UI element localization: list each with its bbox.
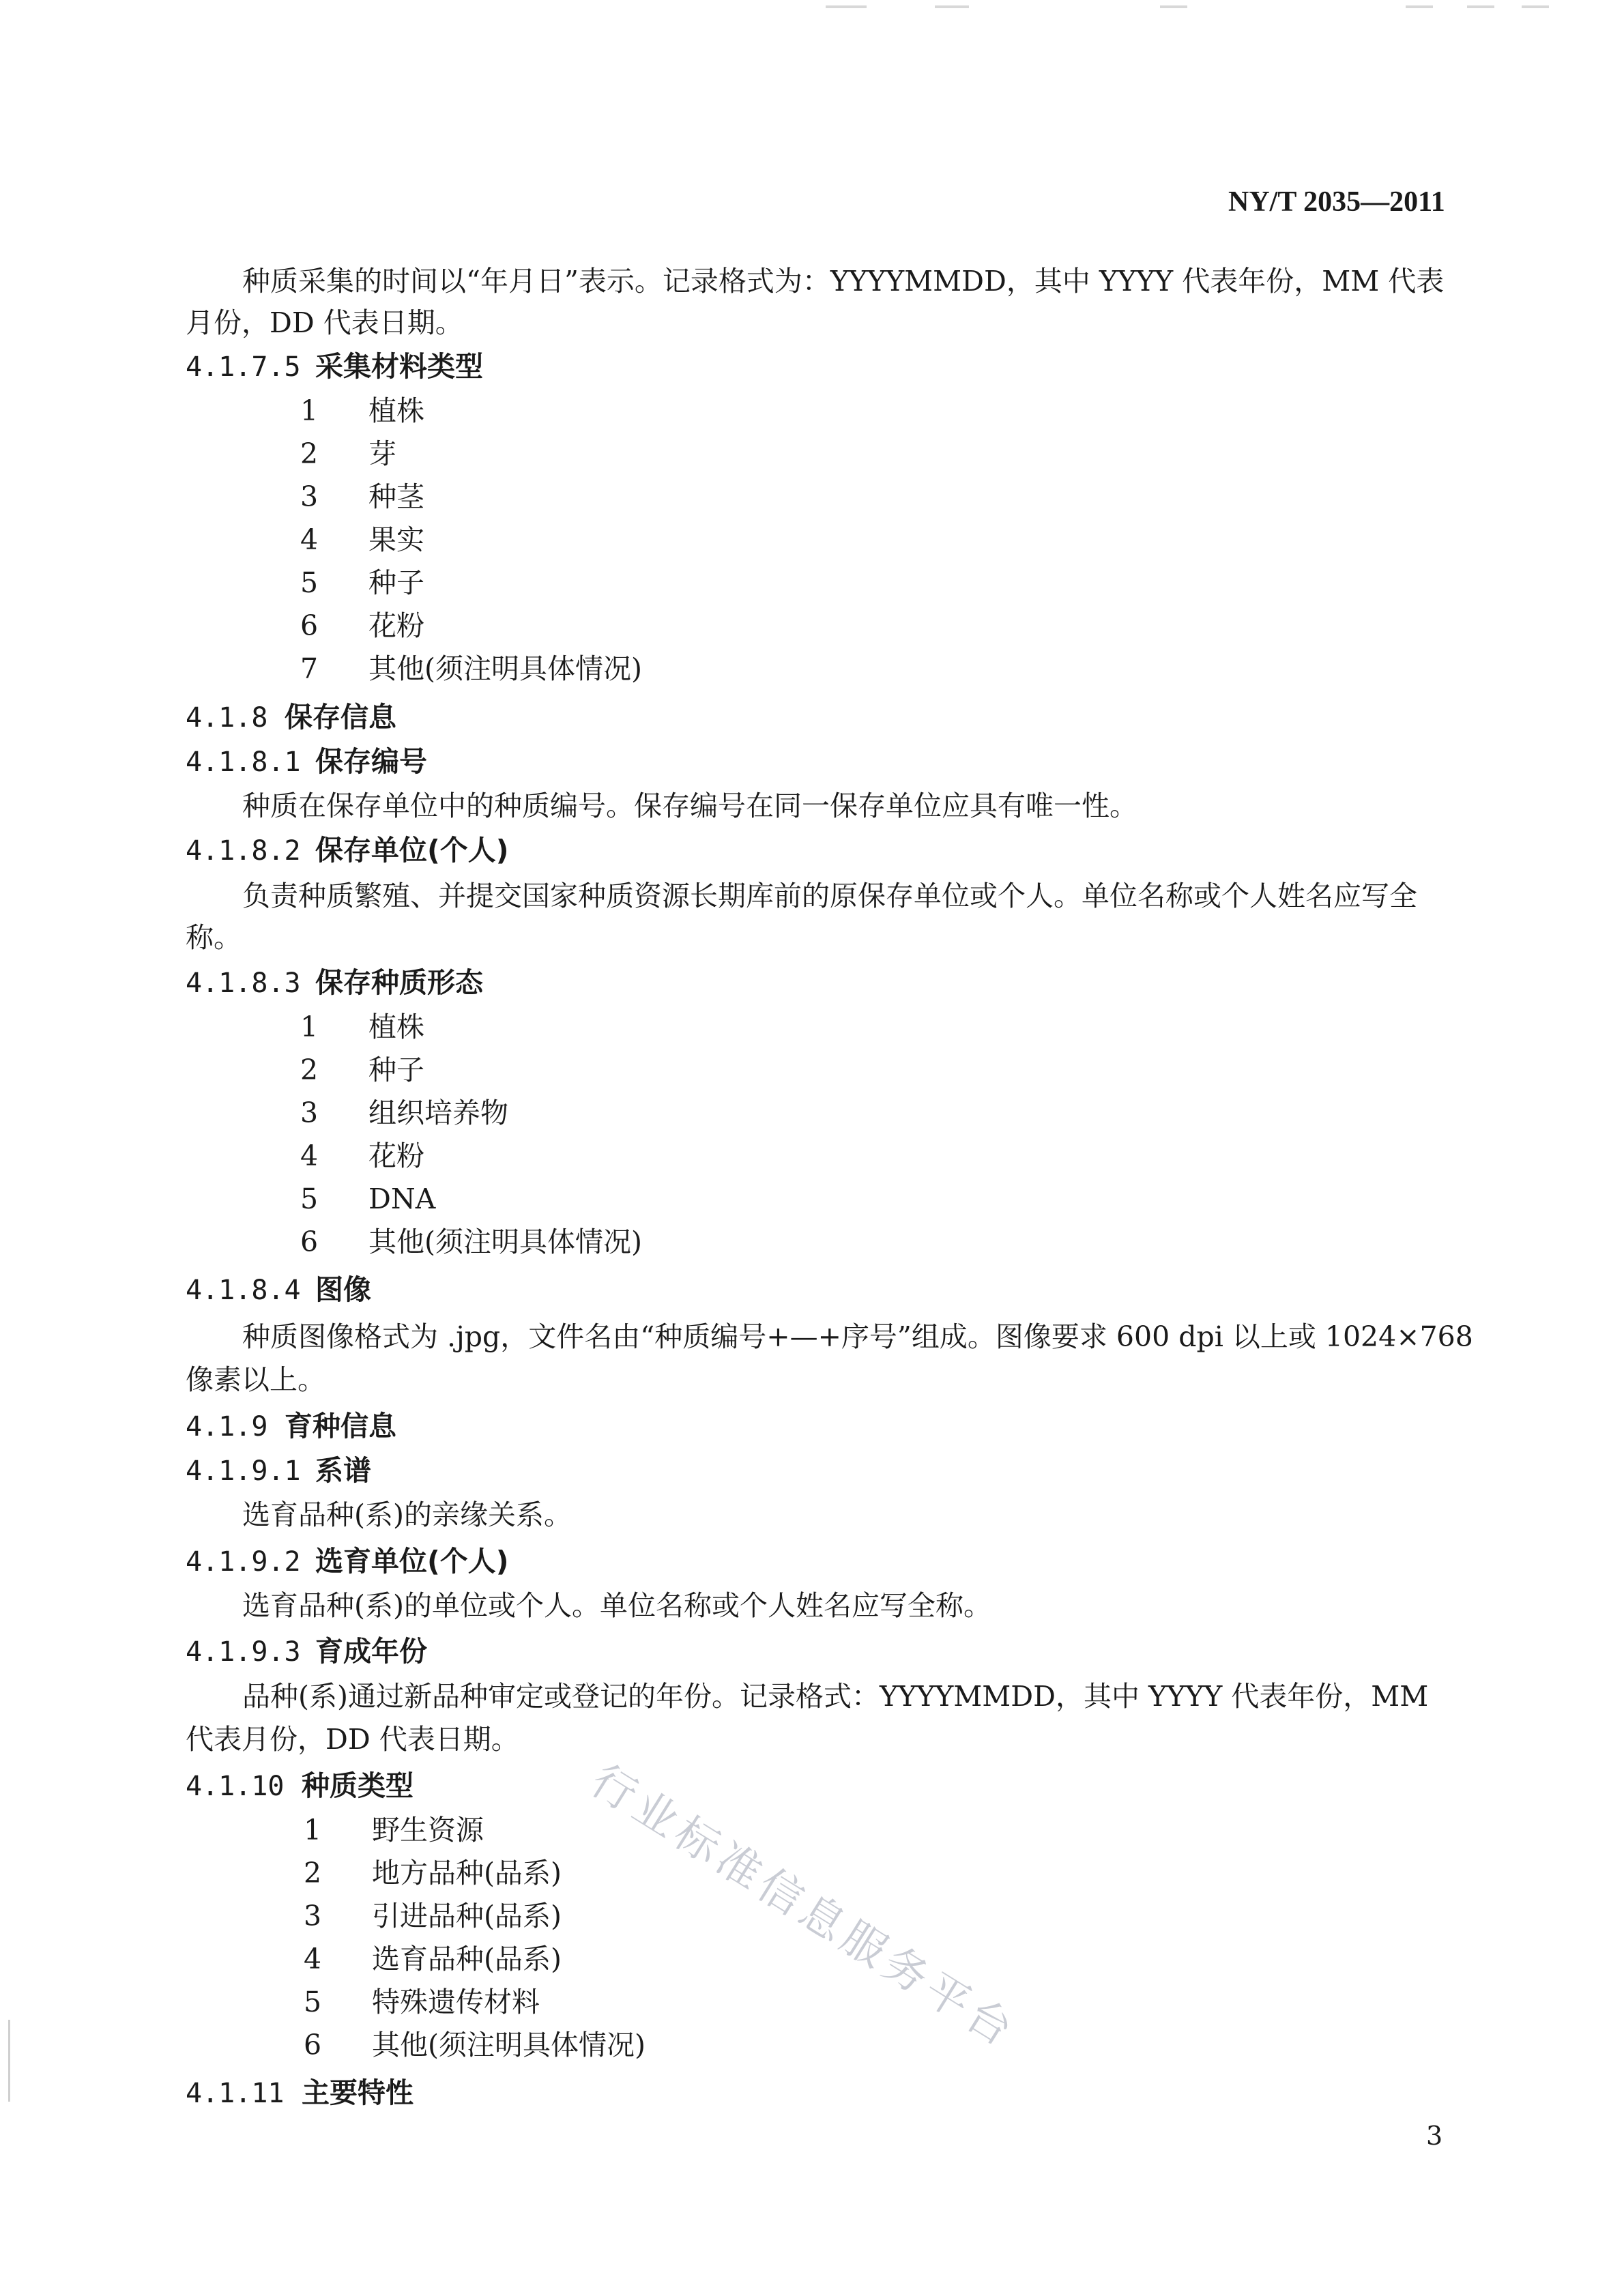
- item-number: 6: [300, 609, 319, 642]
- list-item: [300, 437, 396, 470]
- item-number: 3: [300, 1097, 319, 1129]
- section-heading: [186, 1273, 371, 1306]
- scan-artifact: [935, 5, 969, 8]
- paragraph-line: 种质采集的时间以“年月日”表示。记录格式为：YYYYMMDD，其中 YYYY 代表年份，MM 代表: [242, 265, 1445, 298]
- section-title: 主要特性: [302, 2076, 414, 2109]
- item-number: 4: [300, 523, 319, 556]
- list-item: [300, 566, 424, 599]
- item-text: 其他(须注明具体情况): [368, 1225, 642, 1258]
- section-title: 保存信息: [285, 701, 396, 734]
- item-number: 2: [300, 437, 319, 470]
- list-item: [300, 1142, 424, 1170]
- section-title: 图像: [315, 1273, 371, 1306]
- watermark: 行业标准信息服务平台: [581, 1755, 1026, 2059]
- list-item: [304, 1902, 562, 1930]
- paragraph-line: 选育品种(系)的单位或个人。单位名称或个人姓名应写全称。: [242, 1589, 991, 1622]
- section-number: 4.1.8: [186, 702, 268, 734]
- list-item: [300, 1225, 642, 1258]
- list-item: [300, 480, 424, 513]
- document-id: NY/T 2035—2011: [1228, 186, 1445, 218]
- item-number: 3: [300, 480, 319, 513]
- item-number: 3: [304, 1900, 322, 1932]
- section-heading: [186, 966, 483, 999]
- item-text: 花粉: [368, 609, 424, 642]
- section-heading: [186, 1635, 427, 1668]
- list-item: [300, 1099, 508, 1127]
- section-heading: [186, 745, 427, 778]
- item-text: 野生资源: [372, 1814, 484, 1846]
- item-text: 其他(须注明具体情况): [372, 2029, 646, 2061]
- paragraph-line: 称。: [186, 921, 242, 954]
- item-number: 6: [304, 2029, 322, 2061]
- item-number: 4: [300, 1140, 319, 1172]
- item-text: 种子: [368, 1054, 424, 1086]
- scan-artifact: [8, 2020, 10, 2102]
- list-item: [300, 394, 424, 427]
- section-heading: [186, 350, 483, 383]
- item-text: 特殊遗传材料: [372, 1986, 540, 2018]
- section-heading: [186, 2076, 414, 2109]
- list-item: [300, 1185, 435, 1213]
- item-number: 5: [304, 1986, 322, 2018]
- item-number: 2: [304, 1857, 322, 1889]
- scan-artifact: [1467, 5, 1494, 8]
- paragraph-line: 像素以上。: [186, 1363, 325, 1396]
- section-number: 4.1.9.1: [186, 1455, 301, 1487]
- paragraph-line: 月份，DD 代表日期。: [186, 306, 463, 339]
- section-number: 4.1.9.3: [186, 1636, 301, 1668]
- section-heading: [186, 1412, 396, 1440]
- list-item: [300, 609, 424, 642]
- list-item: [304, 1816, 484, 1844]
- item-text: 种子: [368, 566, 424, 599]
- item-number: 2: [300, 1054, 319, 1086]
- list-item: [300, 1056, 424, 1084]
- section-title: 育成年份: [315, 1635, 427, 1668]
- item-number: 6: [300, 1225, 319, 1258]
- item-text: 种茎: [368, 480, 424, 513]
- section-number: 4.1.8.2: [186, 835, 301, 867]
- item-number: 1: [300, 394, 319, 427]
- list-item: [304, 2031, 646, 2059]
- section-number: 4.1.8.1: [186, 746, 301, 778]
- item-number: 5: [300, 566, 319, 599]
- item-text: 植株: [368, 394, 424, 427]
- page-number: 3: [1426, 2121, 1443, 2151]
- item-number: 4: [304, 1943, 322, 1975]
- scan-artifact: [826, 5, 867, 8]
- item-text: 引进品种(品系): [372, 1900, 562, 1932]
- paragraph-line: 代表月份，DD 代表日期。: [186, 1723, 519, 1756]
- section-title: 保存编号: [315, 745, 427, 778]
- section-heading: [186, 701, 396, 734]
- section-number: 4.1.8.3: [186, 968, 301, 999]
- section-heading: [186, 834, 509, 867]
- scan-artifact: [1406, 5, 1433, 8]
- section-title: 保存单位(个人): [315, 834, 509, 867]
- section-title: 系谱: [315, 1454, 371, 1487]
- item-text: 地方品种(品系): [372, 1857, 562, 1889]
- item-number: 1: [300, 1011, 319, 1043]
- paragraph-line: 品种(系)通过新品种审定或登记的年份。记录格式：YYYYMMDD，其中 YYYY 代表年份，MM: [242, 1680, 1429, 1713]
- list-item: [300, 652, 642, 685]
- section-heading: [186, 1769, 414, 1802]
- section-title: 保存种质形态: [315, 966, 483, 999]
- paragraph-line: 种质图像格式为 .jpg，文件名由“种质编号+—+序号”组成。图像要求 600 dpi 以上或 1024×768: [242, 1320, 1473, 1353]
- section-number: 4.1.9: [186, 1411, 268, 1442]
- item-text: 芽: [368, 437, 396, 470]
- item-text: 果实: [368, 523, 424, 556]
- section-number: 4.1.8.4: [186, 1275, 301, 1306]
- section-title: 选育单位(个人): [315, 1545, 509, 1578]
- section-number: 4.1.11: [186, 2078, 285, 2109]
- section-title: 种质类型: [302, 1769, 414, 1802]
- item-text: 植株: [368, 1011, 424, 1043]
- section-number: 4.1.7.5: [186, 351, 301, 383]
- scan-artifact: [1522, 5, 1549, 8]
- paragraph-line: 选育品种(系)的亲缘关系。: [242, 1498, 572, 1531]
- section-title: 采集材料类型: [315, 350, 483, 383]
- list-item: [304, 1988, 540, 2016]
- item-text: 选育品种(品系): [372, 1943, 562, 1975]
- item-text: 花粉: [368, 1140, 424, 1172]
- section-heading: [186, 1454, 371, 1487]
- list-item: [300, 1013, 424, 1041]
- paragraph-line: 种质在保存单位中的种质编号。保存编号在同一保存单位应具有唯一性。: [242, 789, 1137, 822]
- section-title: 育种信息: [285, 1410, 396, 1442]
- item-text: DNA: [368, 1183, 436, 1215]
- item-text: 组织培养物: [368, 1097, 508, 1129]
- section-heading: [186, 1545, 509, 1578]
- section-number: 4.1.10: [186, 1771, 285, 1802]
- section-number: 4.1.9.2: [186, 1546, 301, 1578]
- item-number: 1: [304, 1814, 322, 1846]
- list-item: [304, 1859, 562, 1887]
- item-number: 5: [300, 1183, 319, 1215]
- list-item: [300, 523, 424, 556]
- item-text: 其他(须注明具体情况): [368, 652, 642, 685]
- item-number: 7: [300, 652, 319, 685]
- scan-artifact: [1160, 5, 1187, 8]
- paragraph-line: 负责种质繁殖、并提交国家种质资源长期库前的原保存单位或个人。单位名称或个人姓名应写全: [242, 880, 1417, 912]
- list-item: [304, 1945, 562, 1973]
